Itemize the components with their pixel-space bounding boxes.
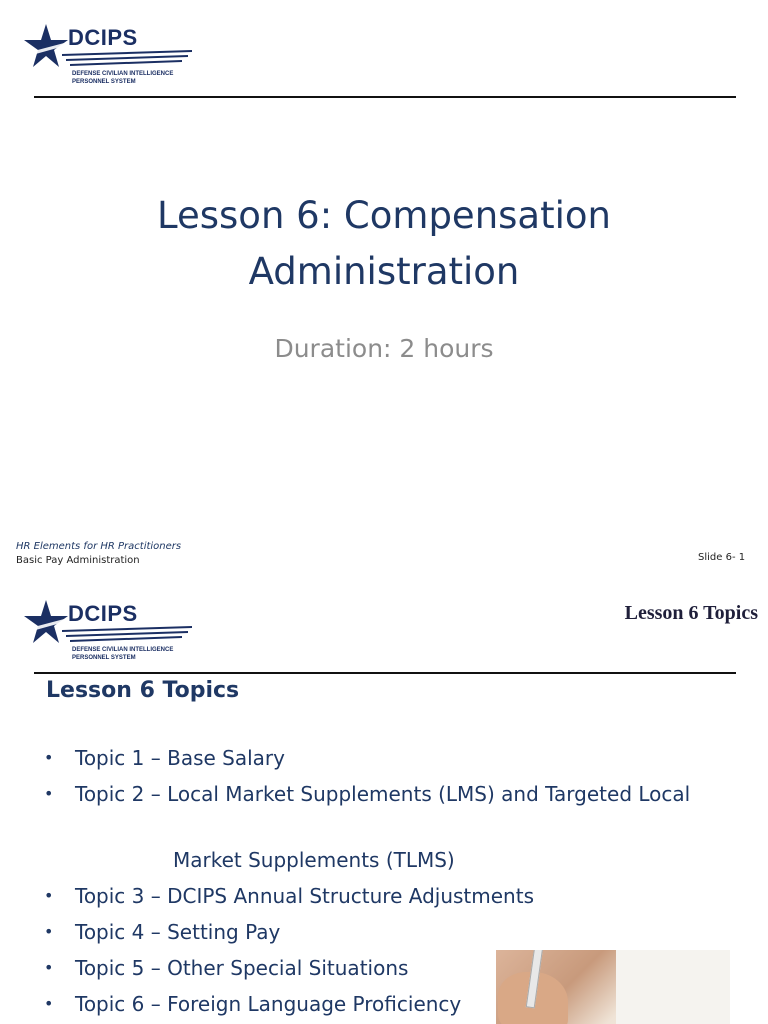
logo-brand: DCIPS — [68, 601, 138, 626]
logo-subtitle: DEFENSE CIVILIAN INTELLIGENCE PERSONNEL SYSTEM — [72, 71, 174, 85]
bullet-icon: • — [44, 886, 54, 905]
writing-hand-photo — [496, 950, 730, 1024]
slide-header-title: Lesson 6 Topics — [624, 602, 758, 624]
bullet-icon: • — [44, 748, 54, 767]
logo-swoosh-icon — [62, 626, 192, 642]
slide-number: Slide 6- 1 — [698, 552, 746, 563]
bullet-icon: • — [44, 958, 54, 977]
bullet-icon: • — [44, 922, 54, 941]
list-item: • Topic 6 – Foreign Language Proficiency — [40, 986, 740, 1022]
logo-brand: DCIPS — [68, 25, 138, 50]
bullet-icon: • — [44, 994, 54, 1013]
list-item: • Topic 2 – Local Market Supplements (LMS) and Targeted Local Market Supplements (TLMS) — [40, 776, 740, 878]
duration-text: Duration: 2 hours — [274, 334, 494, 363]
slide-2 — [0, 580, 768, 1024]
list-item: • Topic 4 – Setting Pay — [40, 914, 740, 950]
dcips-logo — [22, 18, 194, 88]
list-item: • Topic 1 – Base Salary — [40, 740, 740, 776]
logo-subtitle: DEFENSE CIVILIAN INTELLIGENCE PERSONNEL SYSTEM — [72, 647, 174, 661]
logo-swoosh-icon — [62, 50, 192, 66]
dcips-logo — [22, 594, 194, 664]
footer-module-name: Basic Pay Administration — [16, 555, 140, 566]
bullet-icon: • — [44, 784, 54, 803]
topics-heading: Lesson 6 Topics — [46, 678, 240, 703]
slide-title: Lesson 6: Compensation Administration — [157, 194, 611, 293]
footer-course-name: HR Elements for HR Practitioners — [16, 541, 182, 552]
header-divider — [34, 96, 736, 98]
header-divider — [34, 672, 736, 674]
list-item: • Topic 3 – DCIPS Annual Structure Adjustments — [40, 878, 740, 914]
list-item: • Topic 5 – Other Special Situations — [40, 950, 740, 986]
